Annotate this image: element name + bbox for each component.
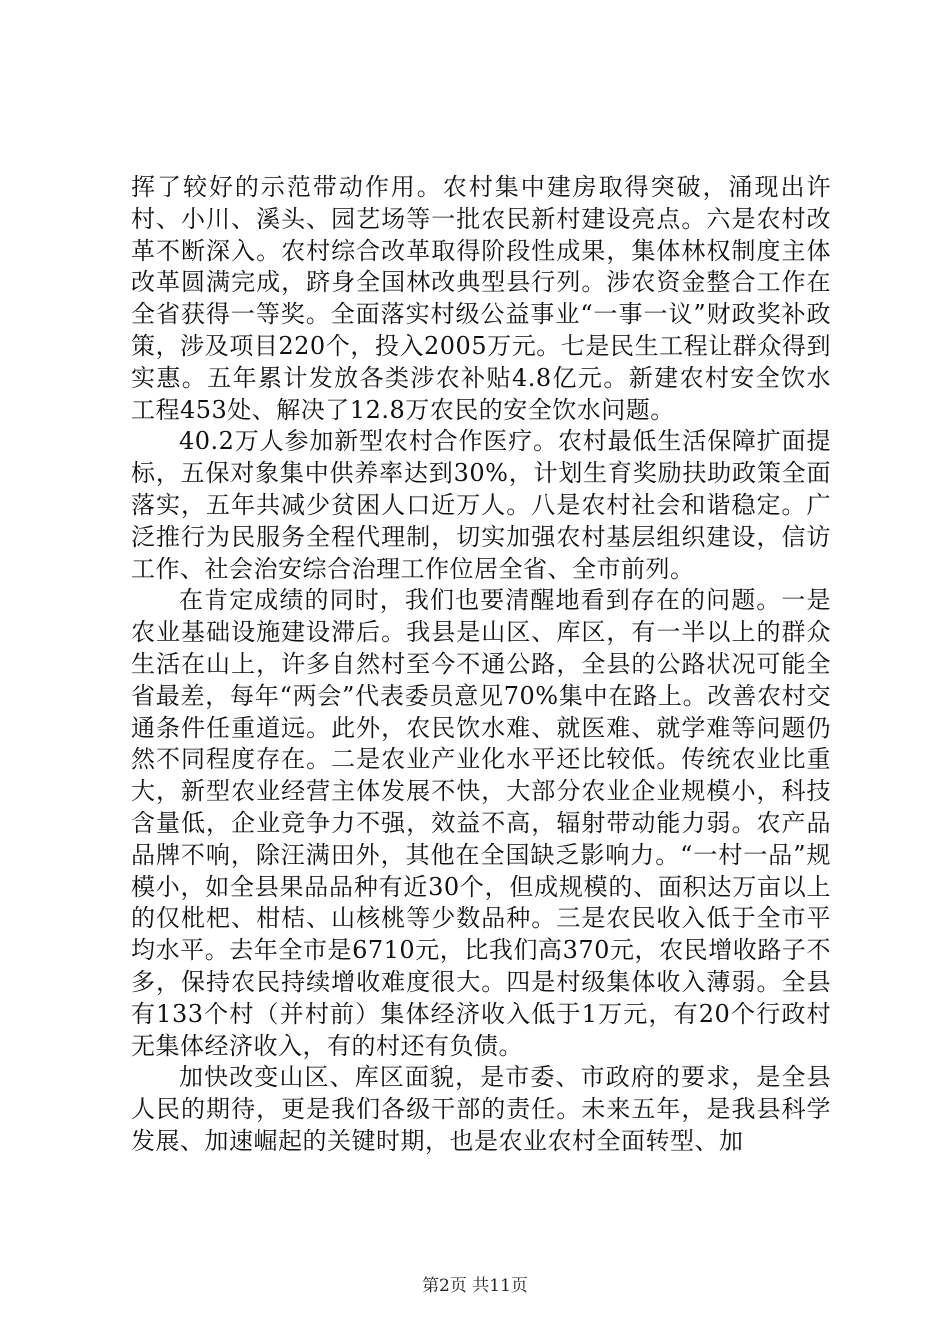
document-body (131, 172, 831, 1158)
paragraph-4: 加快改变山区、库区面貌，是市委、市政府的要求，是全县人民的期待，更是我们各级干部的责任。未来五年，是我县科学发展、加速崛起的关键时期，也是农业农村全面转型、加 (131, 1063, 831, 1155)
paragraph-2: 40.2万人参加新型农村合作医疗。农村最低生活保障扩面提标，五保对象集中供养率达到30%，计划生育奖励扶助政策全面落实，五年共减少贫困人口近万人。八是农村社会和谐稳定。广泛推行为民服务全程代理制，切实加强农村基层组织建设，信访工作、社会治安综合治理工作位居全省、全市前列。 (131, 427, 831, 583)
page-number-footer: 第2页 共11页 (422, 1276, 528, 1296)
paragraph-1: 挥了较好的示范带动作用。农村集中建房取得突破，涌现出许村、小川、溪头、园艺场等一批农民新村建设亮点。六是农村改革不断深入。农村综合改革取得阶段性成果，集体林权制度主体改革圆满完成，跻身全国林改典型县行列。涉农资金整合工作在全省获得一等奖。全面落实村级公益事业“一事一议”财政奖补政策，涉及项目220个，投入2005万元。七是民生工程让群众得到实惠。五年累计发放各类涉农补贴4.8亿元。新建农村安全饮水工程453处、解决了12.8万农民的安全饮水问题。 (131, 173, 831, 424)
paragraph-3: 在肯定成绩的同时，我们也要清醒地看到存在的问题。一是农业基础设施建设滞后。我县是山区、库区，有一半以上的群众生活在山上，许多自然村至今不通公路，全县的公路状况可能全省最差，每年“两会”代表委员意见70%集中在路上。改善农村交通条件任重道远。此外，农民饮水难、就医难、就学难等问题仍然不同程度存在。二是农业产业化水平还比较低。传统农业比重大，新型农业经营主体发展不快，大部分农业企业规模小，科技含量低，企业竞争力不强，效益不高，辐射带动能力弱。农产品品牌不响，除汪满田外，其他在全国缺乏影响力。“一村一品”规模小，如全县果品品种有近30个，但成规模的、面积达万亩以上的仅枇杷、柑桔、山核桃等少数品种。三是农民收入低于全市平均水平。去年全市是6710元，比我们高370元，农民增收路子不多，保持农民持续增收难度很大。四是村级集体收入薄弱。全县有133个村（并村前）集体经济收入低于1万元，有20个行政村无集体经济收入，有的村还有负债。 (131, 586, 831, 1060)
